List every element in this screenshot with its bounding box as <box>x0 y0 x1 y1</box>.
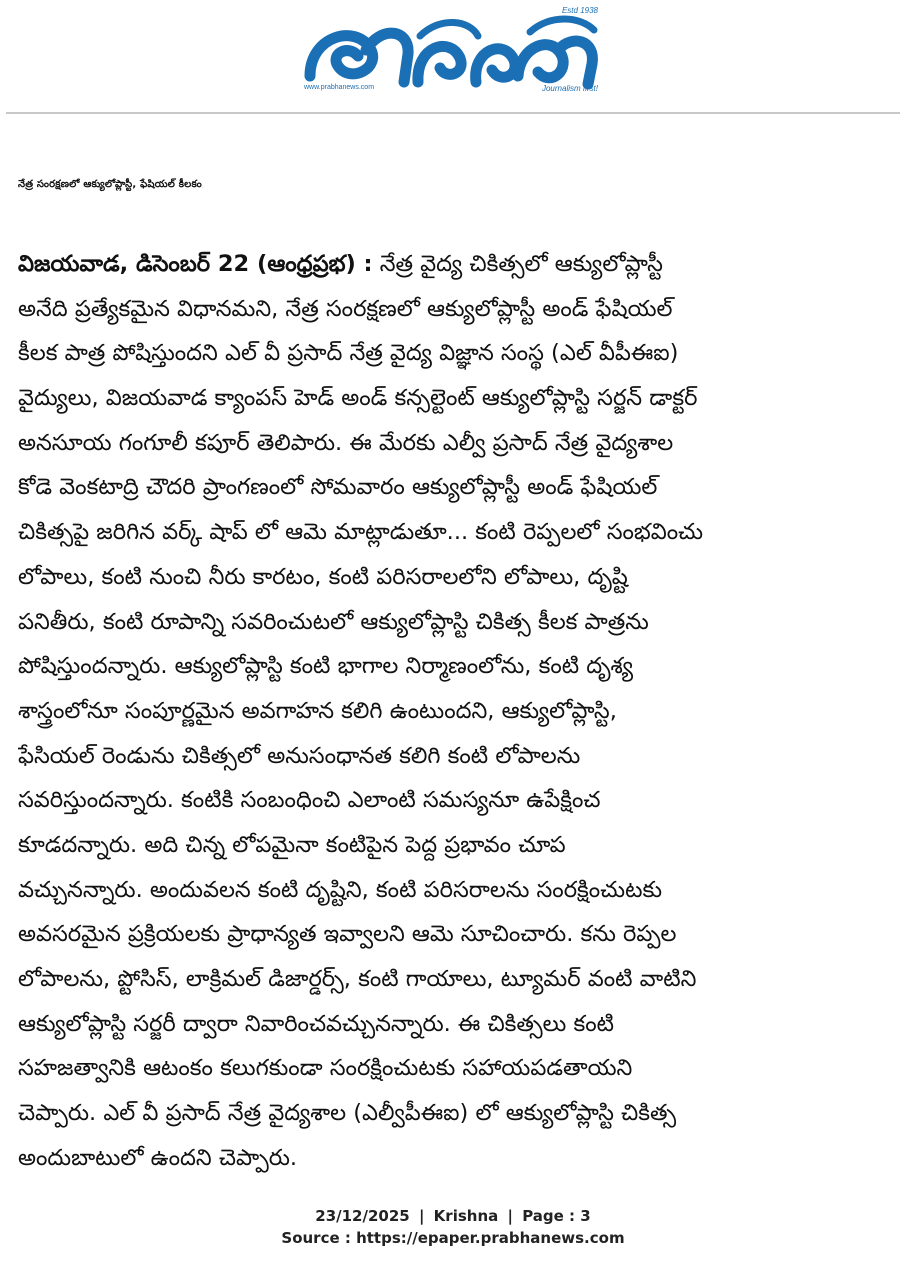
article-line: శాస్త్రంలోనూ సంపూర్ణమైన అవగాహన కలిగి ఉంటుందని, ఆక్యులోప్లాస్టి, <box>18 697 617 724</box>
edition-info <box>0 1205 906 1227</box>
article-line: ఆక్యులోప్లాస్టి సర్జరీ ద్వారా నివారించవచ్చునన్నారు. ఈ చికిత్సలు కంటి <box>18 1010 615 1037</box>
article-line: లోపాలు, కంటి నుంచి నీరు కారటం, కంటి పరిసరాలలోని లోపాలు, దృష్టి <box>18 563 628 590</box>
masthead-divider <box>6 112 900 114</box>
separator: | <box>507 1207 513 1225</box>
edition-name: Krishna <box>433 1207 499 1225</box>
article-line: కీలక పాత్ర పోషిస్తుందని ఎల్ వీ ప్రసాద్ నేత్ర వైద్య విజ్ఞాన సంస్థ (ఎల్ వీపీఈఐ) <box>18 340 679 367</box>
article-line: లోపాలను, ప్టోసిస్, లాక్రిమల్ డిజార్డర్స్, కంటి గాయాలు, ట్యూమర్ వంటి వాటిని <box>18 966 697 992</box>
page-footer <box>0 1205 906 1249</box>
article-line: విజయవాడ, డిసెంబర్ 22 (ఆంధ్రప్రభ) : నేత్ర వైద్య చికిత్సలో ఆక్యులోప్లాస్టీ <box>18 251 663 277</box>
article-line: చెప్పారు. ఎల్ వీ ప్రసాద్ నేత్ర వైద్యశాల (ఎల్వీపీఈఐ) లో ఆక్యులోప్లాస్టి చికిత్స <box>18 1100 677 1127</box>
article-line: ఫేసియల్ రెండును చికిత్సలో అనుసంధానత కలిగి కంటి లోపాలను <box>18 742 581 769</box>
publication-date: 23/12/2025 <box>315 1207 410 1225</box>
article-body <box>18 242 890 1180</box>
website-url: www.prabhanews.com <box>304 84 375 91</box>
article-line: కూడదన్నారు. అది చిన్న లోపమైనా కంటిపైన పెద్ద ప్రభావం చూప <box>18 831 566 858</box>
article-line: పోషిస్తుందన్నారు. ఆక్యులోప్లాస్టి కంటి భాగాల నిర్మాణంలోను, కంటి దృశ్య <box>18 653 633 680</box>
article-line: చికిత్సపై జరిగిన వర్క్ షాప్ లో ఆమె మాట్లాడుతూ... కంటి రెప్పలలో సంభవించు <box>18 519 704 546</box>
article-line: వచ్చునన్నారు. అందువలన కంటి దృష్టిని, కంటి పరిసరాలను సంరక్షించుటకు <box>18 876 662 903</box>
article-line: అందుబాటులో ఉందని చెప్పారు. <box>18 1144 298 1171</box>
article-line: పనితీరు, కంటి రూపాన్ని సవరించుటలో ఆక్యులోప్లాస్టి చికిత్స కీలక పాత్రను <box>18 608 649 635</box>
page-number: Page : 3 <box>522 1207 591 1225</box>
article-headline: నేత్ర సంరక్షణలో ఆక్యులోప్లాస్టీ, ఫేషియల్ కీలకం <box>18 179 202 190</box>
dateline: విజయవాడ, డిసెంబర్ 22 (ఆంధ్రప్రభ) : <box>18 251 373 277</box>
article-line: అనసూయ గంగూలీ కపూర్ తెలిపారు. ఈ మేరకు ఎల్వీ ప్రసాద్ నేత్ర వైద్యశాల <box>18 429 674 456</box>
article-line: వైద్యులు, విజయవాడ క్యాంపస్ హెడ్ అండ్ కన్సల్టెంట్ ఆక్యులోప్లాస్టి సర్జన్ డాక్టర్ <box>18 385 698 412</box>
article-line: సవరిస్తుందన్నారు. కంటికి సంబంధించి ఎలాంటి సమస్యనూ ఉపేక్షించ <box>18 787 601 814</box>
tagline: Journalism first! <box>541 84 598 93</box>
source-link[interactable]: Source : https://epaper.prabhanews.com <box>281 1229 625 1247</box>
article-line: సహజత్వానికి ఆటంకం కలుగకుండా సంరక్షించుటకు సహాయపడతాయని <box>18 1055 633 1082</box>
article-line: అనేది ప్రత్యేకమైన విధానమని, నేత్ర సంరక్షణలో ఆక్యులోప్లాస్టీ అండ్ ఫేషియల్ <box>18 295 673 322</box>
newspaper-logo <box>300 6 606 102</box>
established-year: Estd 1938 <box>561 6 598 15</box>
separator: | <box>418 1207 425 1225</box>
masthead <box>0 0 906 112</box>
article-line: కోడె వెంకటాద్రి చౌదరి ప్రాంగణంలో సోమవారం ఆక్యులోప్లాస్టీ అండ్ ఫేషియల్ <box>18 474 658 501</box>
article-line: అవసరమైన ప్రక్రియలకు ప్రాధాన్యత ఇవ్వాలని ఆమె సూచించారు. కను రెప్పల <box>18 921 677 948</box>
